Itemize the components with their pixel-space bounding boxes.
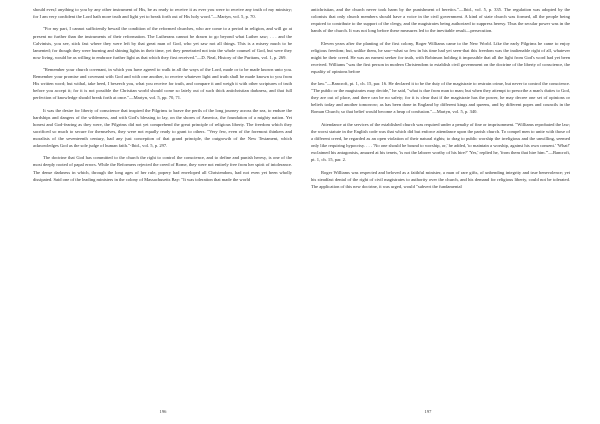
paragraph: antichristian, and the church never took harm by the punishment of heretics."—Ibid., vol. 5, p. 335. The regulation was adopted by the colonists that only church members should have a voice in the civil government. A kind of state church was formed, all the people being required to contribute to the support of the clergy, and the magistrates being authorized to suppress heresy. Thus the secular power was in the hands of the church. It was not long before these measures led to the inevitable result—persecution.: [311, 7, 570, 34]
paragraph: The doctrine that God has committed to the church the right to control the conscience, and to define and punish heresy, is one of the most deeply rooted of papal errors. While the Reformers rejected the creed of Rome, they were not entirely free from her spirit of intolerance. The dense darkness in which, through the long ages of her rule, popery had enveloped all Christendom, had not even yet been wholly dissipated. Said one of the leading ministers in the colony of Massachusetts Bay: "It was toleration that made the world: [33, 155, 292, 182]
left-page: [33, 6, 292, 424]
right-page: [311, 6, 570, 424]
paragraph: the law."—Bancroft, pt. 1, ch. 15, par. 16. He declared it to be the duty of the magistrate to restrain crime, but never to control the conscience. "The public or the magistrates may decide," he said, "what is due from man to man; but when they attempt to prescribe a man's duties to God, they are out of place, and there can be no safety; for it is clear that if the magistrate has the power, he may decree one set of opinions or beliefs today and another tomorrow; as has been done in England by different kings and queens, and by different popes and councils in the Roman Church; so that belief would become a heap of confusion."—Martyn, vol. 5, p. 340.: [311, 81, 570, 115]
paragraph: should ever,l anything to you by any other instrument of His, be as ready to receive it as ever you were to receive any truth of my ministry; for I am very confident the Lord hath more truth and light yet to break forth out of His holy word."—Martyn, vol. 5, p. 70.: [33, 7, 292, 20]
right-page-number: 197: [424, 409, 432, 414]
paragraph: Roger Williams was respected and beloved as a faithful minister, a man of rare gifts, of unbending integrity and true benevolence; yet his steadfast denial of the right of civil magistrates to authority over the church, and his demand for religious liberty, could not be tolerated. The application of this new doctrine, it was urged, would "subvert the fundamental: [311, 169, 570, 189]
paragraph: "For my part, I cannot sufficiently bewail the condition of the reformed churches, who are come to a period in religion, and will go at present no further than the instruments of their reformation. The Lutherans cannot be drawn to go beyond what Luther saw; . . . and the Calvinists, you see, stick fast where they were left by that great man of God, who yet saw not all things. This is a misery much to be lamented; for though they were burning and shining lights in their time, yet they penetrated not into the whole counsel of God, but were they now living, would be as willing to embrace further light as that which they first received."—D. Neal, History of the Puritans, vol. 1, p. 269.: [33, 26, 292, 60]
paragraph: Attendance at the services of the established church was required under a penalty of fine or imprisonment. "Williams reprobated the law; the worst statute in the English code was that which did but enforce attendance upon the parish church. To compel men to unite with those of a different creed, he regarded as an open violation of their natural rights; to drag to public worship the irreligious and the unwilling, seemed only like requiring hypocrisy. . . . 'No one should be bound to worship, or,' he added, 'to maintain a worship, against his own consent.' 'What!' exclaimed his antagonists, amazed at his tenets, 'is not the laborer worthy of his hire?' 'Yes,' replied he, 'from them that hire him.'"—Bancroft, pt. 1, ch. 15, par. 2.: [311, 121, 571, 163]
paragraph: Eleven years after the planting of the first colony, Roger Williams came to the New World. Like the early Pilgrims he came to enjoy religious freedom; but, unlike them, he saw--what so few in his time had yet seen-that this freedom was the inalienable right of all, whatever might be their creed. He was an earnest seeker for truth, with Robinson holding it impossible that all the light from God's word had yet been received. Williams "was the first person in modern Christendom to establish civil government on the doctrine of the liberty of conscience, the equality of opinions before: [311, 40, 570, 74]
left-page-number: 196: [159, 409, 167, 414]
paragraph: "Remember your church covenant, in which you have agreed to walk in all the ways of the Lord, made or to be made known unto you. Remember your promise and covenant with God and with one another, to receive whatever light and truth shall be made known to you from His written word; but withal, take heed, I beseech you, what you receive for truth, and compare it and weigh it with other scriptures of truth before you accept it; for it is not possible the Christian world should come so lately out of such thick antichristian darkness, and that full perfection of knowledge should break forth at once."—Martyn, vol. 5, pp. 70, 71.: [33, 67, 292, 101]
paragraph: It was the desire for liberty of conscience that inspired the Pilgrims to brave the perils of the long journey across the sea, to endure the hardships and dangers of the wilderness, and with God's blessing to lay, on the shores of America, the foundation of a mighty nation. Yet honest and God-fearing as they were, the Pilgrims did not yet comprehend the great principle of religious liberty. The freedom which they sacrificed so much to secure for themselves, they were not equally ready to grant to others. "Very few, even of the foremost thinkers and moralists of the seventeenth century, had any just conception of that grand principle, the outgrowth of the New Testament, which acknowledges God as the sole judge of human faith."-Ibid., vol. 5, p. 297.: [33, 107, 292, 148]
